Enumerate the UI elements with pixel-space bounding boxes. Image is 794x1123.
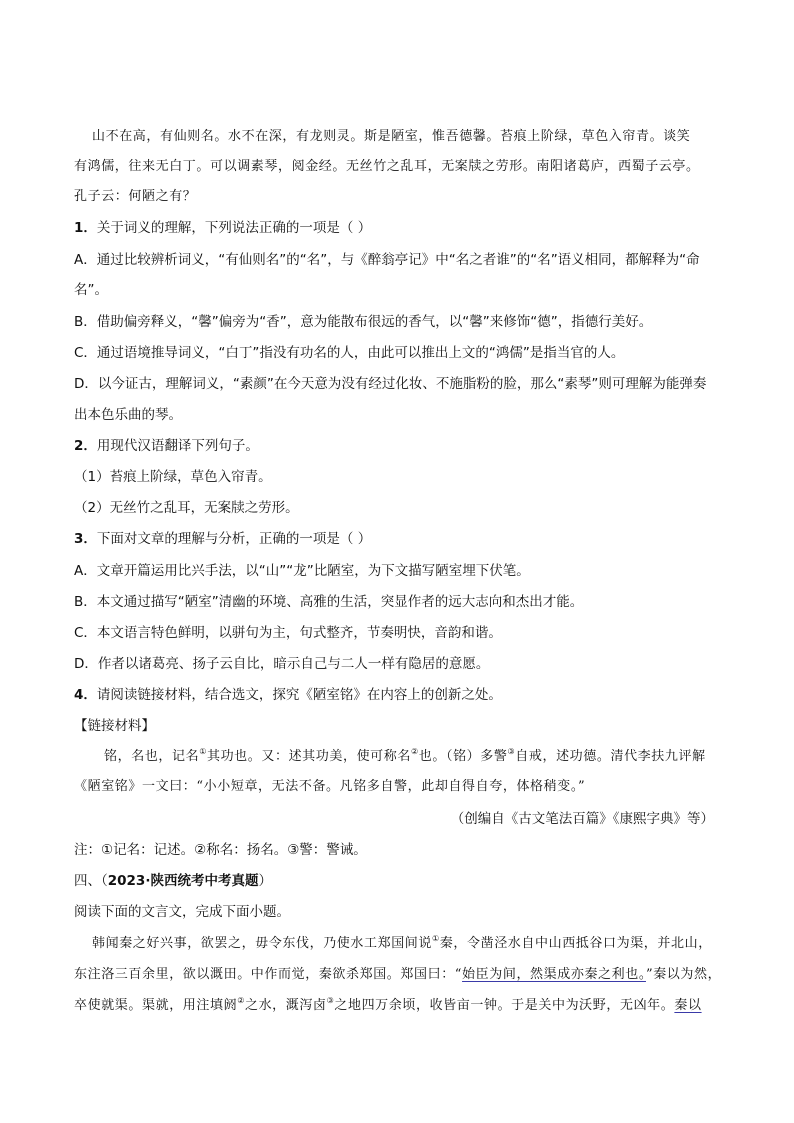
link-material-notes: 注：①记名：记述。②称名：扬名。③警：警诫。 bbox=[74, 842, 367, 858]
link-material-line-2: 《陋室铭》一文曰：“小小短章，无法不备。凡铭多自警，此却自得自夸，体格稍变。” bbox=[74, 779, 586, 794]
passage-line-1: 山不在高，有仙则名。水不在深，有龙则灵。斯是陋室，惟吾德馨。苔痕上阶绿，草色入帘青。谈笑 bbox=[92, 129, 691, 144]
question-number: 2． bbox=[74, 438, 97, 454]
footnote-marker: ③ bbox=[507, 747, 516, 756]
text-run: 其功也。又：述其功美，使可称名 bbox=[206, 749, 411, 764]
question-3 bbox=[74, 529, 371, 549]
text-run: 卒使就渠。渠就，用注填阏 bbox=[74, 998, 238, 1013]
exam-source-tag: 2023·陕西统考中考真题 bbox=[107, 873, 259, 889]
q1-option-a-line-1: A．通过比较辨析词义，“有仙则名”的“名”，与《醉翁亭记》中“名之者谁”的“名”语义相同，都解释为“命 bbox=[74, 252, 700, 268]
text-run: 东注洛三百余里，欲以溉田。中作而觉，秦欲杀郑国。郑国曰：“ bbox=[74, 967, 463, 982]
q3-option-b: B．本文通过描写“陋室”清幽的环境、高雅的生活，突显作者的远大志向和杰出才能。 bbox=[74, 594, 584, 610]
q3-option-d: D．作者以诸葛亮、扬子云自比，暗示自己与二人一样有隐居的意愿。 bbox=[74, 656, 490, 672]
question-number: 3． bbox=[74, 531, 97, 547]
question-stem: 用现代汉语翻译下列句子。 bbox=[96, 438, 259, 454]
text-run: ） bbox=[258, 873, 272, 889]
section-4-heading bbox=[74, 871, 272, 891]
text-run: 之地四万余顷，收皆亩一钟。于是关中为沃野，无凶年。 bbox=[334, 998, 675, 1013]
text-run: ”秦以为然， bbox=[645, 967, 722, 982]
passage-line-2: 有鸿儒，往来无白丁。可以调素琴，阅金经。无丝竹之乱耳，无案牍之劳形。南阳诸葛庐，西蜀子云亭。 bbox=[74, 159, 700, 174]
passage2-line-3 bbox=[74, 996, 702, 1016]
link-material-source: （创编自《古文笔法百篇》《康熙字典》等） bbox=[450, 811, 714, 827]
footnote-marker: ② bbox=[411, 747, 419, 756]
underlined-sentence: 秦以 bbox=[674, 998, 702, 1013]
q1-option-a-line-2: 名”。 bbox=[74, 282, 108, 298]
link-material-line-1 bbox=[104, 747, 706, 767]
q1-option-b: B．借助偏旁释义，“馨”偏旁为“香”，意为能散布很远的香气，以“馨”来修饰“德”，指德行美好。 bbox=[74, 314, 653, 330]
text-run: 铭，名也，记名 bbox=[104, 749, 200, 764]
q2-sentence-1: （1）苔痕上阶绿，草色入帘青。 bbox=[74, 469, 272, 485]
passage-line-3: 孔子云：何陋之有？ bbox=[74, 189, 197, 204]
link-material-title: 【链接材料】 bbox=[74, 718, 155, 734]
section-4-instruction: 阅读下面的文言文，完成下面小题。 bbox=[74, 904, 290, 920]
question-stem: 请阅读链接材料，结合选文，探究《陋室铭》在内容上的创新之处。 bbox=[96, 687, 502, 703]
q3-option-a: A．文章开篇运用比兴手法，以“山”“龙”比陋室，为下文描写陋室埋下伏笔。 bbox=[74, 563, 530, 579]
footnote-marker: ① bbox=[199, 747, 207, 756]
passage2-line-1 bbox=[92, 934, 712, 954]
q1-option-d-line-2: 出本色乐曲的琴。 bbox=[74, 407, 182, 423]
passage2-line-2 bbox=[74, 965, 721, 985]
question-4 bbox=[74, 685, 502, 705]
question-stem: 下面对文章的理解与分析，正确的一项是（ ） bbox=[96, 531, 372, 547]
text-run: 也。（铭）多警 bbox=[418, 749, 508, 764]
q2-sentence-2: （2）无丝竹之乱耳，无案牍之劳形。 bbox=[74, 500, 299, 516]
text-run: 秦，令凿泾水自中山西抵谷口为渠，并北山， bbox=[439, 936, 712, 951]
footnote-marker: ② bbox=[237, 996, 245, 1005]
question-stem: 关于词义的理解，下列说法正确的一项是（ ） bbox=[96, 220, 372, 236]
text-run: 之水，溉泻卤 bbox=[244, 998, 327, 1013]
footnote-marker: ① bbox=[432, 934, 440, 943]
text-run: 韩闻秦之好兴事，欲罢之，毋令东伐，乃使水工郑国间说 bbox=[92, 936, 433, 951]
q1-option-c: C．通过语境推导词义，“白丁”指没有功名的人，由此可以推出上文的“鸿儒”是指当官的人。 bbox=[74, 345, 625, 361]
q1-option-d-line-1: D．以今证古，理解词义，“素颜”在今天意为没有经过化妆、不施脂粉的脸，那么“素琴”则可理解为能弹奏 bbox=[74, 376, 707, 392]
question-number: 1． bbox=[74, 220, 97, 236]
text-run: 自戒，述功德。清代李扶九评解 bbox=[515, 749, 706, 764]
question-number: 4． bbox=[74, 687, 97, 703]
underlined-sentence: 始臣为间，然渠成亦秦之利也。 bbox=[462, 967, 646, 982]
q3-option-c: C．本文语言特色鲜明，以骈句为主，句式整齐，节奏明快，音韵和谐。 bbox=[74, 625, 502, 641]
footnote-marker: ③ bbox=[326, 996, 335, 1005]
question-1 bbox=[74, 218, 371, 238]
text-run: 四、（ bbox=[74, 873, 108, 889]
question-2 bbox=[74, 436, 259, 456]
